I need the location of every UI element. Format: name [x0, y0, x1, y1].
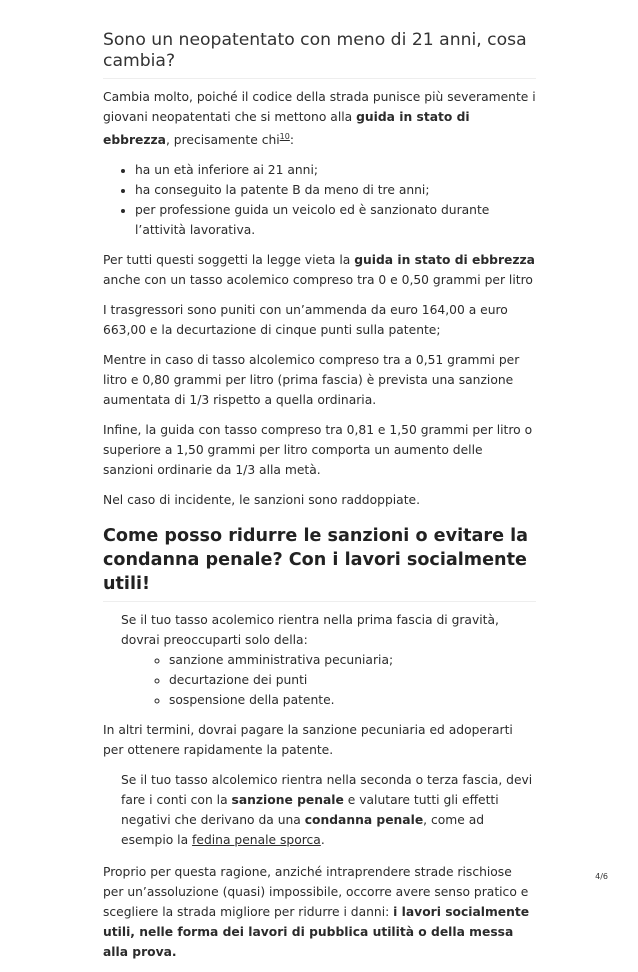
bold-run: condanna penale — [304, 813, 424, 828]
paragraph-higher-bands: Infine, la guida con tasso compreso tra 0,81 e 1,50 grammi per litro o superiore a 1,50 grammi per litro comporta un aumento delle sanzioni ordinarie da 1/3 alla metà. — [103, 423, 533, 478]
criteria-list — [103, 160, 536, 240]
fedina-penale-link[interactable]: fedina penale sporca — [192, 833, 321, 848]
page-number: 4/6 — [595, 872, 608, 881]
text-run: . — [320, 833, 325, 848]
paragraph-first-band-consequences: Se il tuo tasso acolemico rientra nella prima fascia di gravità, dovrai preoccuparti solo della: — [121, 613, 499, 648]
text-run: , precisamente chi — [165, 133, 280, 148]
list-item: • per professione guida un veicolo ed è sanzionato durante l’attività lavorativa. — [135, 200, 536, 240]
footnote-ref[interactable]: 10 — [279, 132, 290, 141]
list-item: • ha un età inferiore ai 21 anni; — [135, 160, 536, 180]
list-item: ◦ decurtazione dei punti — [169, 670, 536, 690]
indented-block-first-band — [103, 610, 536, 710]
paragraph-fine: I trasgressori sono puniti con un’ammenda da euro 164,00 a euro 663,00 e la decurtazione di cinque punti sulla patente; — [103, 303, 508, 338]
paragraph-penal — [121, 770, 536, 850]
intro-paragraph — [103, 87, 536, 150]
text-run: Per tutti questi soggetti la legge vieta la — [103, 253, 355, 268]
consequences-list — [121, 650, 536, 710]
paragraph-limit — [103, 250, 536, 290]
text-run: Se il tuo tasso alcolemico rientra nella seconda o terza fascia, devi fare i conti con la — [121, 773, 533, 808]
bold-run: guida in stato di ebbrezza — [354, 253, 535, 268]
bold-run: guida in stato di ebbrezza — [103, 110, 470, 148]
indented-block-penal — [103, 770, 536, 850]
text-run: Proprio per questa ragione, anziché intraprendere strade rischiose per un’assoluzione (quasi) impossibile, occorre avere senso pratico e scegliere la strada migliore per ridurre i danni: — [103, 865, 529, 920]
paragraph-accident: Nel caso di incidente, le sanzioni sono raddoppiate. — [103, 493, 420, 508]
list-item: • ha conseguito la patente B da meno di tre anni; — [135, 180, 536, 200]
list-item: ◦ sospensione della patente. — [169, 690, 536, 710]
section-heading-neopatentato: Sono un neopatentato con meno di 21 anni, cosa cambia? — [103, 30, 536, 79]
text-run: Cambia molto, poiché il codice della strada punisce più severamente i giovani neopatentati che si mettono alla — [103, 90, 536, 124]
paragraph-other-terms: In altri termini, dovrai pagare la sanzione pecuniaria ed adoperarti per ottenere rapidamente la patente. — [103, 723, 513, 758]
bold-run: i lavori socialmente utili, nelle forma dei lavori di pubblica utilità o della messa alla prova. — [103, 905, 530, 960]
bold-run: sanzione penale — [231, 793, 344, 808]
list-item: ◦ sanzione amministrativa pecuniaria; — [169, 650, 536, 670]
text-run: : — [289, 133, 295, 148]
section-heading-lavori-utili: Come posso ridurre le sanzioni o evitare la condanna penale? Con i lavori socialmente utili! — [103, 524, 536, 602]
paragraph-first-band: Mentre in caso di tasso alcolemico compreso tra a 0,51 grammi per litro e 0,80 grammi per litro (prima fascia) è prevista una sanzione aumentata di 1/3 rispetto a quella ordinaria. — [103, 353, 520, 408]
text-run: , come ad esempio la — [121, 813, 485, 848]
document-page — [103, 30, 536, 972]
text-run: anche con un tasso acolemico compreso tra 0 e 0,50 grammi per litro — [103, 273, 533, 288]
paragraph-conclusion — [103, 862, 536, 962]
text-run: e valutare tutti gli effetti negativi che derivano da una — [121, 793, 499, 828]
